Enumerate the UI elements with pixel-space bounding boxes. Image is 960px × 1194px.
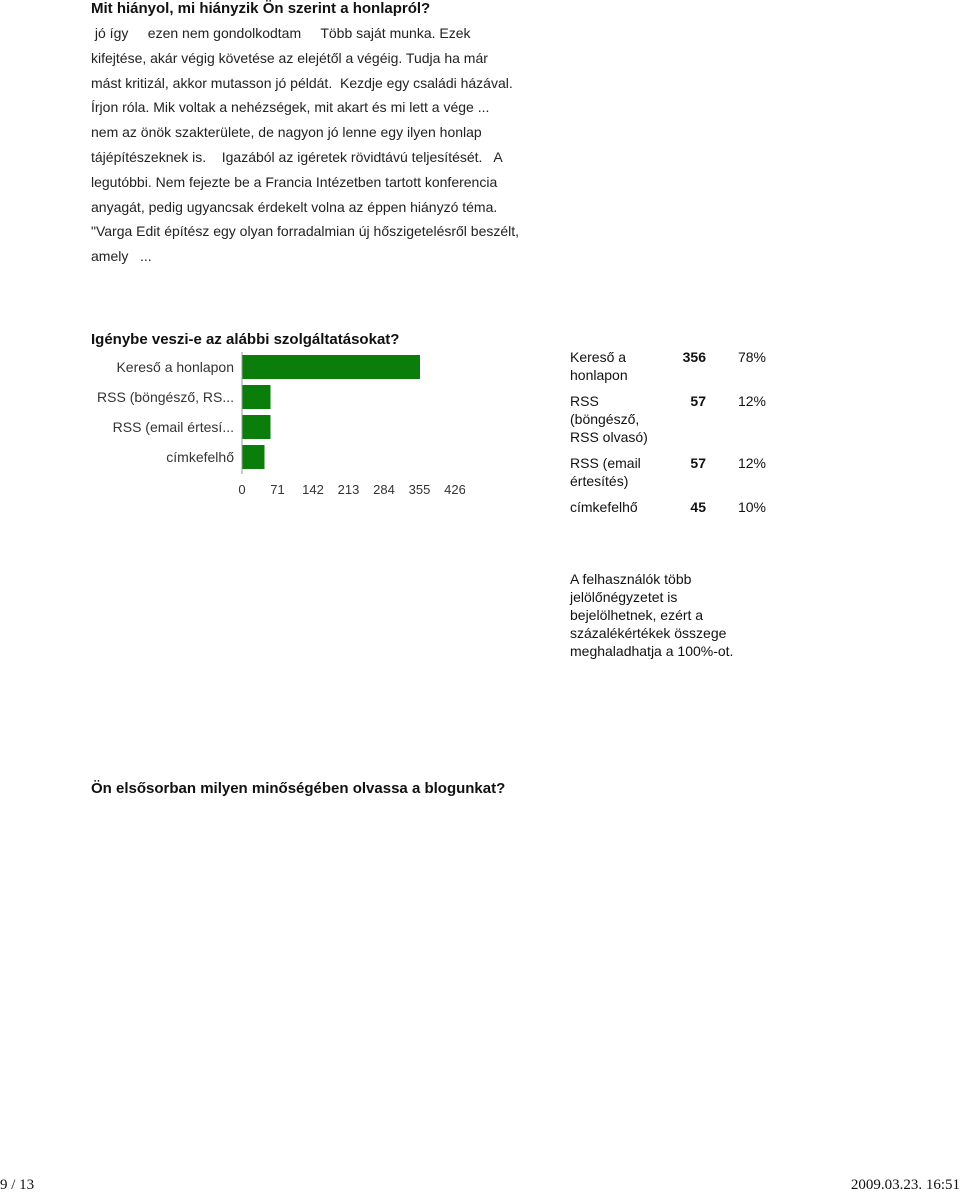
multi-select-note: A felhasználók több jelölőnégyzetet is bejelölhetnek, ezért a százalékértékek összege meghaladhatja a 100%-ot. — [570, 571, 734, 659]
answer-text: jó így ezen nem gondolkodtam Több saját munka. Ezek kifejtése, akár végig követése az elejétől a végéig. Tudja ha már mást kritizál, akkor mutasson jó példát. Kezdje egy családi házával. Írjon róla. Mik voltak a nehézségek, mit akart és mi lett a vége ... nem az önök szakterülete, de nagyon jó lenne egy ilyen honlap tájépítészeknek is. Igazából az igéretek rövidtávú teljesítését. A legutóbbi. Nem fejezte be a Francia Intézetben tartott konferencia anyagát, pedig ugyancsak érdekelt volna az éppen hiányzó téma. "Varga Edit építész egy olyan forradalmian új hőszigetelésről beszélt, amely ... — [91, 25, 523, 265]
row-percent: 12% — [737, 393, 766, 409]
question-3-title: Ön elsősorban milyen minőségében olvassa a blogunkat? — [91, 780, 506, 797]
chart-svg — [85, 352, 465, 502]
x-tick-label: 0 — [238, 482, 246, 497]
bar — [242, 445, 265, 469]
table-row — [570, 392, 766, 454]
print-datetime: 2009.03.23. 16:51 — [850, 1177, 960, 1193]
table-row — [570, 454, 766, 498]
table-row — [570, 348, 766, 392]
x-tick-label: 426 — [444, 482, 465, 497]
bar — [242, 415, 271, 439]
row-label: Kereső a honlapon — [570, 349, 628, 383]
row-label: RSS (böngésző, RSS olvasó) — [570, 393, 648, 445]
row-label: címkefelhő — [570, 499, 638, 515]
row-label: RSS (email értesítés) — [570, 455, 641, 489]
row-count: 45 — [690, 499, 706, 515]
x-tick-label: 213 — [337, 482, 360, 497]
bar — [242, 355, 420, 379]
x-tick-label: 284 — [373, 482, 395, 497]
page-number: 9 / 13 — [0, 1177, 35, 1193]
category-label: RSS (böngésző, RS... — [97, 389, 234, 405]
question-1-title: Mit hiányol, mi hiányzik Ön szerint a honlapról? — [91, 0, 431, 17]
category-label: címkefelhő — [166, 449, 234, 465]
category-label: RSS (email értesí... — [112, 419, 234, 435]
category-label: Kereső a honlapon — [116, 359, 234, 375]
x-tick-label: 355 — [408, 482, 431, 497]
bar — [242, 385, 271, 409]
row-percent: 10% — [737, 499, 766, 515]
x-tick-label: 142 — [302, 482, 324, 497]
x-tick-label: 71 — [270, 482, 285, 497]
row-percent: 78% — [737, 349, 766, 365]
row-count: 57 — [690, 393, 706, 409]
question-2-title: Igénybe veszi-e az alábbi szolgáltatásokat? — [91, 331, 400, 348]
row-count: 356 — [682, 349, 706, 365]
services-bar-chart — [85, 352, 465, 502]
results-table — [570, 348, 766, 524]
row-count: 57 — [690, 455, 706, 471]
row-percent: 12% — [737, 455, 766, 471]
table-row — [570, 498, 766, 524]
question-1-answers — [91, 21, 521, 269]
